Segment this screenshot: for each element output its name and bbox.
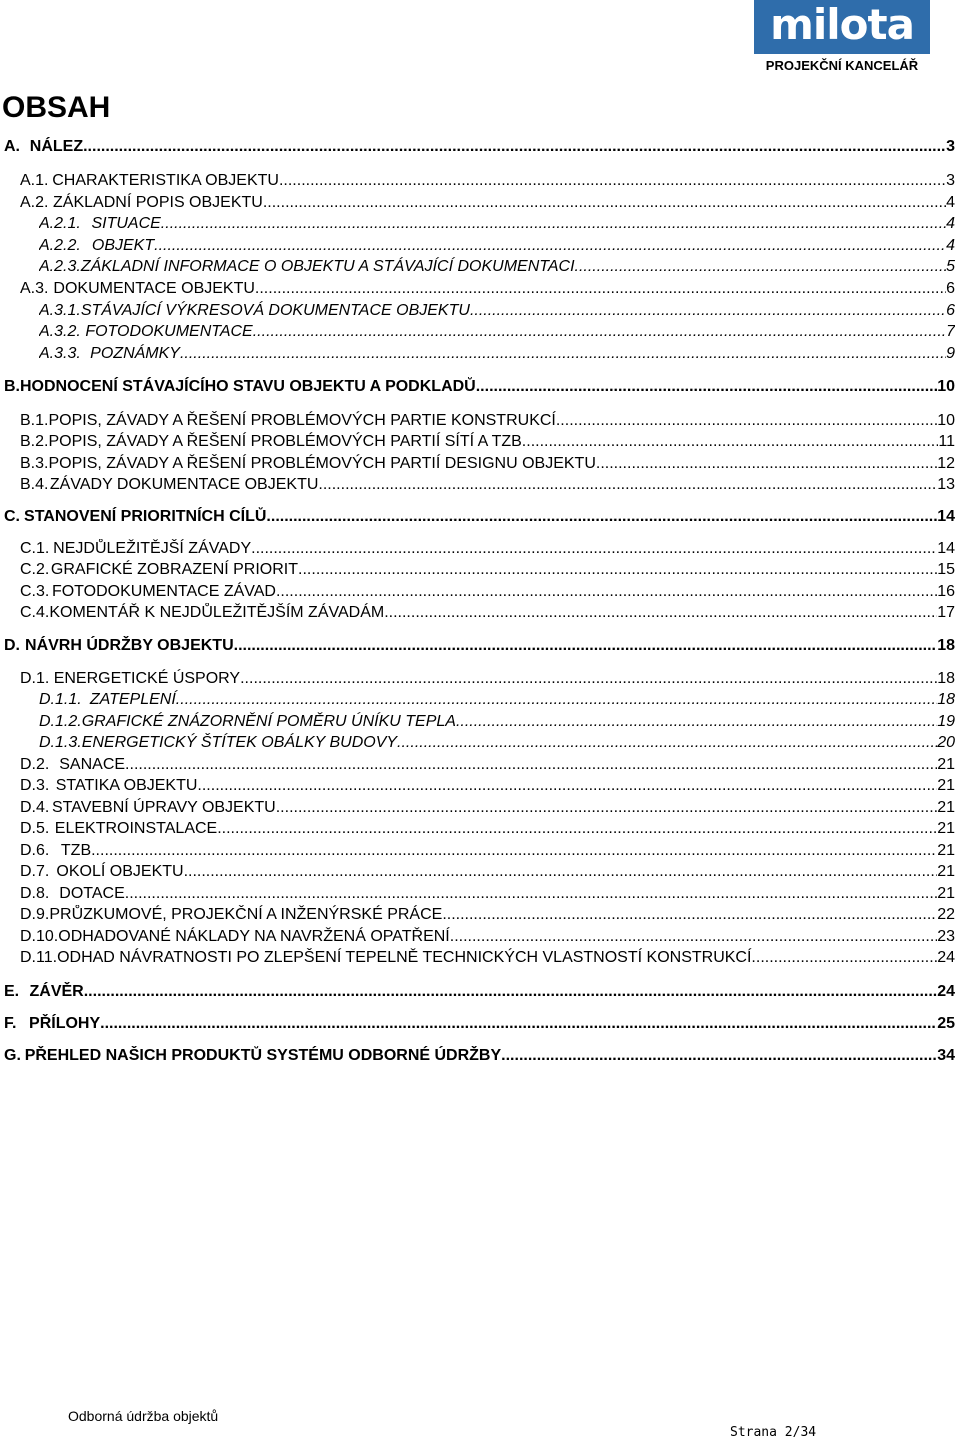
- toc-entry[interactable]: [20, 582, 955, 602]
- toc-entry-number: A.3.1.: [39, 302, 81, 319]
- toc-entry-number: A.3.2.: [39, 323, 81, 340]
- toc-entry-number: A.: [4, 138, 20, 155]
- toc-dot-leader: [91, 841, 937, 861]
- toc-entry-title: PŘÍLOHY: [29, 1015, 101, 1032]
- toc-entry-page: 3: [946, 172, 955, 189]
- toc-entry-title: PRŮZKUMOVÉ, PROJEKČNÍ A INŽENÝRSKÉ PRÁCE: [49, 906, 443, 923]
- toc-entry-title: NÁLEZ: [29, 138, 84, 155]
- toc-entry-page: 20: [937, 734, 955, 751]
- toc-dot-leader: [279, 171, 946, 191]
- toc-entry[interactable]: [4, 636, 955, 656]
- toc-dot-leader: [575, 257, 947, 277]
- toc-entry[interactable]: [20, 279, 955, 299]
- toc-entry-number: D.5.: [20, 820, 50, 837]
- toc-entry-title: ODHADOVANÉ NÁKLADY NA NAVRŽENÁ OPATŘENÍ: [58, 928, 450, 945]
- toc-entry-page: 14: [937, 540, 955, 557]
- toc-entry[interactable]: [20, 603, 955, 623]
- toc-entry-title: KOMENTÁŘ K NEJDŮLEŽITĚJŠÍM ZÁVADÁM: [49, 604, 385, 621]
- toc-dot-leader: [217, 819, 937, 839]
- toc-entry-title: GRAFICKÉ ZOBRAZENÍ PRIORIT: [50, 561, 299, 578]
- toc-dot-leader: [450, 927, 937, 947]
- toc-dot-leader: [556, 411, 937, 431]
- toc-entry-title: ZATEPLENÍ: [89, 691, 176, 708]
- toc-dot-leader: [176, 690, 937, 710]
- toc-entry-number: A.2.1.: [39, 215, 81, 232]
- logo-text: milota: [770, 0, 914, 49]
- toc-entry-number: D.8.: [20, 885, 50, 902]
- toc-entry-title: PŘEHLED NAŠICH PRODUKTŮ SYSTÉMU ODBORNÉ ÚDRŽBY: [24, 1047, 502, 1064]
- toc-entry[interactable]: [39, 690, 955, 710]
- toc-dot-leader: [84, 982, 937, 1002]
- toc-entry-title: ZÁVADY DOKUMENTACE OBJEKTU: [49, 476, 319, 493]
- toc-entry-page: 12: [937, 455, 955, 472]
- toc-entry-title: HODNOCENÍ STÁVAJÍCÍHO STAVU OBJEKTU A PODKLADŮ: [20, 378, 476, 395]
- toc-entry[interactable]: [39, 344, 955, 364]
- toc-entry-page: 15: [937, 561, 955, 578]
- toc-entry-number: C.: [4, 508, 20, 525]
- toc-entry[interactable]: [20, 905, 955, 925]
- toc-dot-leader: [154, 236, 946, 256]
- toc-entry-page: 18: [937, 691, 955, 708]
- toc-entry[interactable]: [4, 1046, 955, 1066]
- toc-entry-page: 4: [946, 194, 955, 211]
- toc-entry-number: A.3.3.: [39, 345, 81, 362]
- toc-entry[interactable]: [20, 432, 955, 452]
- toc-entry-number: B.3.: [20, 455, 49, 472]
- toc-entry-page: 21: [937, 820, 955, 837]
- toc-entry-page: 24: [937, 949, 955, 966]
- toc-entry-title: CHARAKTERISTIKA OBJEKTU: [52, 172, 279, 189]
- toc-entry[interactable]: [20, 927, 955, 947]
- toc-entry-number: D.3.: [20, 777, 50, 794]
- toc-entry-number: D.1.3.: [39, 734, 82, 751]
- toc-entry-title: STAVEBNÍ ÚPRAVY OBJEKTU: [51, 799, 276, 816]
- toc-entry[interactable]: [20, 948, 955, 968]
- toc-entry-number: A.3.: [20, 280, 49, 297]
- toc-entry-title: POPIS, ZÁVADY A ŘEŠENÍ PROBLÉMOVÝCH PARTIÍ DESIGNU OBJEKTU: [48, 455, 596, 472]
- toc-dot-leader: [240, 669, 937, 689]
- toc-entry-title: NÁVRH ÚDRŽBY OBJEKTU: [25, 637, 234, 654]
- toc-entry-number: D.10.: [20, 928, 59, 945]
- toc-dot-leader: [276, 798, 937, 818]
- toc-entry-page: 17: [937, 604, 955, 621]
- toc-entry-title: NEJDŮLEŽITĚJŠÍ ZÁVADY: [53, 540, 252, 557]
- toc-dot-leader: [266, 507, 937, 527]
- toc-entry[interactable]: [4, 1014, 955, 1034]
- toc-entry-title: POPIS, ZÁVADY A ŘEŠENÍ PROBLÉMOVÝCH PARTIÍ SÍTÍ A TZB: [48, 433, 522, 450]
- toc-entry-page: 5: [946, 258, 955, 275]
- toc-entry[interactable]: [20, 819, 955, 839]
- toc-entry-title: DOKUMENTACE OBJEKTU: [53, 280, 255, 297]
- toc-entry-page: 4: [946, 215, 955, 232]
- toc-entry-title: OBJEKT: [91, 237, 155, 254]
- toc-entry-title: POZNÁMKY: [90, 345, 180, 362]
- toc-dot-leader: [456, 712, 937, 732]
- toc-entry-number: F.: [4, 1015, 17, 1032]
- company-subtitle: PROJEKČNÍ KANCELÁŘ: [765, 58, 919, 73]
- toc-entry-number: C.3.: [20, 583, 50, 600]
- toc-entry[interactable]: [39, 712, 955, 732]
- toc-entry[interactable]: [20, 669, 955, 689]
- toc-entry-title: ENERGETICKÝ ŠTÍTEK OBÁLKY BUDOVY: [81, 734, 398, 751]
- toc-entry-title: SANACE: [59, 756, 126, 773]
- toc-entry[interactable]: [39, 236, 955, 256]
- toc-entry-page: 10: [937, 378, 955, 395]
- toc-entry-title: DOTACE: [59, 885, 125, 902]
- toc-dot-leader: [197, 776, 937, 796]
- toc-entry-number: D.6.: [20, 842, 50, 859]
- toc-dot-leader: [276, 582, 937, 602]
- toc-dot-leader: [234, 636, 938, 656]
- toc-entry-number: C.1.: [20, 540, 50, 557]
- toc-dot-leader: [161, 214, 946, 234]
- toc-dot-leader: [253, 322, 946, 342]
- toc-entry-number: G.: [4, 1047, 21, 1064]
- toc-entry-number: B.4.: [20, 476, 49, 493]
- toc-entry-title: ZÁVĚR: [29, 983, 84, 1000]
- toc-dot-leader: [751, 948, 937, 968]
- toc-entry[interactable]: [20, 841, 955, 861]
- footer-page-number: Strana 2/34: [730, 1425, 817, 1440]
- toc-entry-page: 3: [946, 138, 955, 155]
- toc-entry-title: STÁVAJÍCÍ VÝKRESOVÁ DOKUMENTACE OBJEKTU: [80, 302, 470, 319]
- toc-entry-number: E.: [4, 983, 20, 1000]
- toc-entry-page: 11: [938, 433, 955, 450]
- toc-entry-page: 25: [937, 1015, 955, 1032]
- toc-entry-number: A.2.2.: [39, 237, 81, 254]
- toc-dot-leader: [125, 755, 937, 775]
- toc-entry-number: A.2.: [20, 194, 49, 211]
- toc-entry[interactable]: [20, 539, 955, 559]
- toc-entry-number: D.1.1.: [39, 691, 82, 708]
- toc-entry-page: 21: [937, 885, 955, 902]
- footer-document-title: Odborná údržba objektů: [68, 1408, 219, 1424]
- toc-entry-page: 24: [937, 983, 955, 1000]
- toc-entry-page: 22: [937, 906, 955, 923]
- toc-dot-leader: [100, 1014, 937, 1034]
- toc-entry[interactable]: [20, 862, 955, 882]
- toc-entry-number: D.: [4, 637, 20, 654]
- toc-entry-page: 19: [937, 713, 955, 730]
- toc-entry-number: B.1.: [20, 412, 49, 429]
- toc-dot-leader: [596, 454, 937, 474]
- toc-entry[interactable]: [4, 377, 955, 397]
- toc-dot-leader: [501, 1046, 937, 1066]
- toc-entry-page: 21: [937, 842, 955, 859]
- toc-entry-number: D.9.: [20, 906, 50, 923]
- toc-entry-page: 14: [937, 508, 955, 525]
- toc-entry-page: 21: [937, 777, 955, 794]
- toc-entry[interactable]: [4, 507, 955, 527]
- toc-entry-page: 9: [946, 345, 955, 362]
- toc-entry-title: POPIS, ZÁVADY A ŘEŠENÍ PROBLÉMOVÝCH PARTIE KONSTRUKCÍ: [48, 412, 556, 429]
- toc-entry[interactable]: [39, 322, 955, 342]
- toc-dot-leader: [470, 301, 946, 321]
- toc-entry-page: 18: [937, 637, 955, 654]
- toc-dot-leader: [263, 193, 946, 213]
- toc-entry-number: A.1.: [20, 172, 49, 189]
- toc-entry-title: STANOVENÍ PRIORITNÍCH CÍLŮ: [24, 508, 267, 525]
- toc-entry[interactable]: [20, 776, 955, 796]
- toc-dot-leader: [251, 539, 937, 559]
- toc-entry-title: ELEKTROINSTALACE: [54, 820, 218, 837]
- toc-entry-number: B.2.: [20, 433, 49, 450]
- toc-entry-title: SITUACE: [91, 215, 161, 232]
- toc-entry-page: 21: [937, 756, 955, 773]
- toc-entry-number: D.7.: [20, 863, 50, 880]
- toc-entry-number: D.11.: [20, 949, 58, 966]
- toc-entry-page: 16: [937, 583, 955, 600]
- toc-entry-page: 21: [937, 799, 955, 816]
- toc-entry-page: 7: [946, 323, 955, 340]
- toc-entry-title: FOTODOKUMENTACE: [85, 323, 253, 340]
- toc-heading: OBSAH: [2, 91, 111, 124]
- toc-entry-number: A.2.3.: [39, 258, 81, 275]
- toc-entry-number: C.4.: [20, 604, 50, 621]
- toc-entry-title: TZB: [60, 842, 92, 859]
- toc-dot-leader: [318, 475, 937, 495]
- toc-entry-page: 18: [937, 670, 955, 687]
- toc-entry[interactable]: [39, 214, 955, 234]
- toc-entry-page: 6: [946, 302, 955, 319]
- toc-entry-title: ZÁKLADNÍ POPIS OBJEKTU: [53, 194, 263, 211]
- toc-entry-page: 6: [946, 280, 955, 297]
- toc-entry-number: B.: [4, 378, 20, 395]
- toc-entry[interactable]: [39, 733, 955, 753]
- toc-dot-leader: [125, 884, 937, 904]
- toc-entry-page: 21: [937, 863, 955, 880]
- toc-entry-title: ENERGETICKÉ ÚSPORY: [53, 670, 241, 687]
- toc-entry-number: D.1.: [20, 670, 50, 687]
- toc-dot-leader: [255, 279, 946, 299]
- toc-entry-title: FOTODOKUMENTACE ZÁVAD: [51, 583, 276, 600]
- toc-entry-title: STATIKA OBJEKTU: [55, 777, 198, 794]
- toc-entry[interactable]: [20, 171, 955, 191]
- toc-entry-page: 10: [937, 412, 955, 429]
- toc-dot-leader: [522, 432, 939, 452]
- toc-entry[interactable]: [39, 301, 955, 321]
- toc-entry-page: 4: [946, 237, 955, 254]
- toc-dot-leader: [384, 603, 937, 623]
- toc-entry-page: 34: [937, 1047, 955, 1064]
- toc-dot-leader: [476, 377, 937, 397]
- toc-entry-number: D.2.: [20, 756, 50, 773]
- toc-entry-title: ODHAD NÁVRATNOSTI PO ZLEPŠENÍ TEPELNĚ TECHNICKÝCH VLASTNOSTÍ KONSTRUKCÍ: [57, 949, 752, 966]
- toc-dot-leader: [83, 137, 946, 157]
- toc-entry[interactable]: [20, 798, 955, 818]
- toc-entry-page: 23: [937, 928, 955, 945]
- toc-entry-title: OKOLÍ OBJEKTU: [56, 863, 184, 880]
- toc-entry[interactable]: [4, 137, 955, 157]
- toc-entry-number: D.4.: [20, 799, 50, 816]
- toc-dot-leader: [298, 560, 937, 580]
- toc-entry-page: 13: [937, 476, 955, 493]
- toc-entry[interactable]: [20, 560, 955, 580]
- toc-entry-title: ZÁKLADNÍ INFORMACE O OBJEKTU A STÁVAJÍCÍ DOKUMENTACI: [80, 258, 575, 275]
- toc-entry[interactable]: [39, 257, 955, 277]
- toc-entry-number: C.2.: [20, 561, 50, 578]
- toc-dot-leader: [180, 344, 946, 364]
- toc-entry[interactable]: [20, 454, 955, 474]
- toc-entry[interactable]: [4, 982, 955, 1002]
- toc-entry-number: D.1.2.: [39, 713, 82, 730]
- toc-entry[interactable]: [20, 884, 955, 904]
- toc-entry[interactable]: [20, 411, 955, 431]
- toc-entry-title: GRAFICKÉ ZNÁZORNĚNÍ POMĚRU ÚNÍKU TEPLA: [81, 713, 456, 730]
- toc-entry[interactable]: [20, 755, 955, 775]
- toc-dot-leader: [442, 905, 937, 925]
- toc-entry[interactable]: [20, 475, 955, 495]
- toc-dot-leader: [184, 862, 938, 882]
- toc-dot-leader: [397, 733, 937, 753]
- toc-entry[interactable]: [20, 193, 955, 213]
